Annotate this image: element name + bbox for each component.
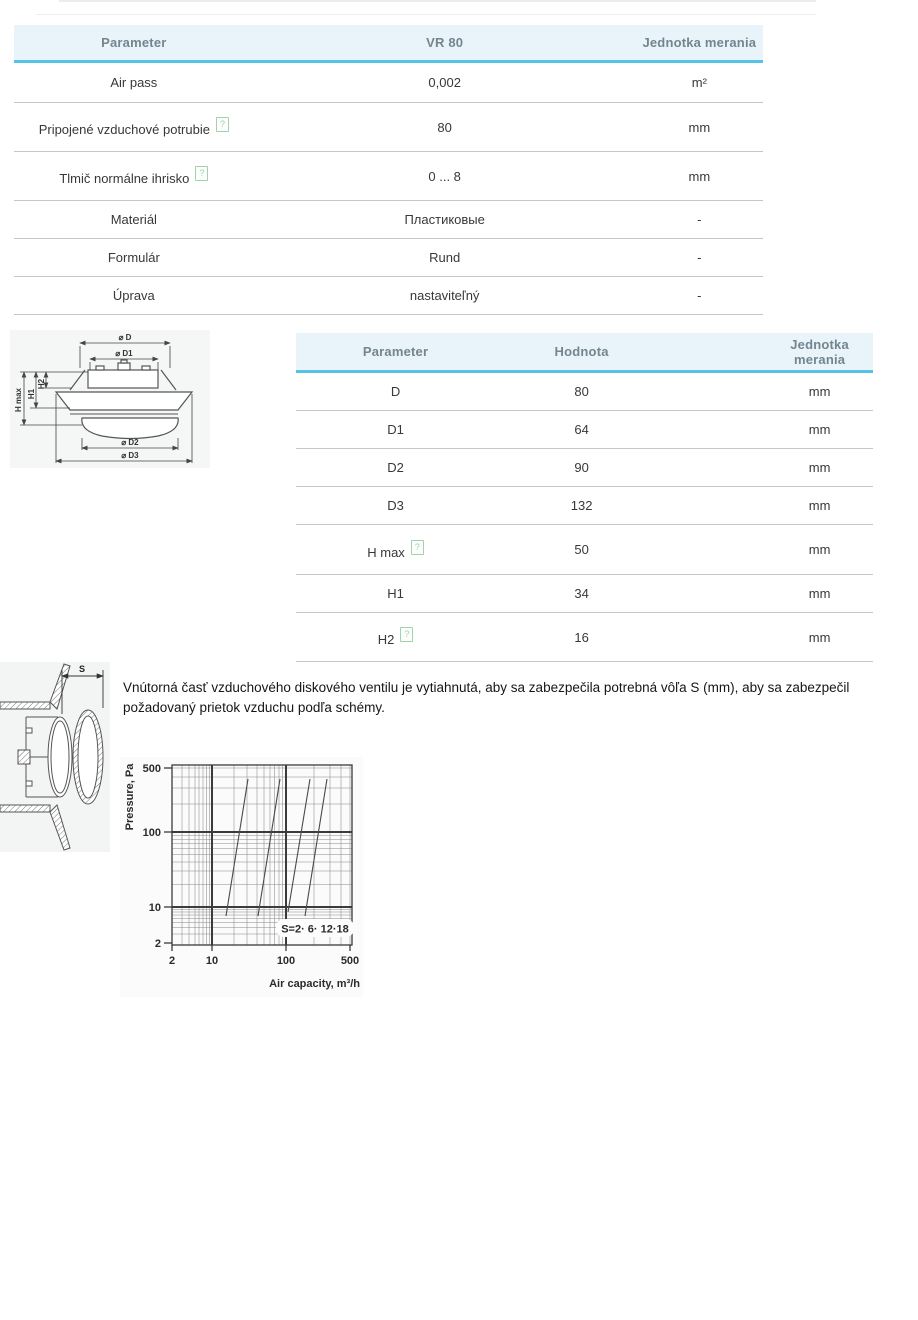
curve-s18: [305, 779, 327, 916]
unit-cell: m²: [691, 75, 707, 90]
param-cell: Materiál: [110, 212, 157, 227]
table-header-row: [14, 25, 763, 63]
value-cell: 90: [574, 460, 589, 475]
unit-cell: mm: [808, 422, 831, 437]
dimension-drawing: [10, 330, 210, 468]
dim-label-d3: ⌀ D3: [121, 451, 139, 460]
param-cell: [296, 540, 495, 560]
pressure-capacity-chart: [120, 757, 363, 997]
curve-s6: [258, 779, 280, 916]
param-cell: Air pass: [110, 75, 158, 90]
value-cell: nastaviteľný: [409, 288, 480, 303]
value-cell: 80: [574, 384, 589, 399]
help-icon[interactable]: ?: [411, 540, 424, 555]
dim-label-d: ⌀ D: [118, 333, 132, 342]
unit-cell: mm: [808, 629, 831, 645]
param-cell: D2: [387, 460, 404, 475]
param-label: Pripojené vzduchové potrubie: [38, 122, 210, 137]
value-cell: 64: [574, 422, 589, 437]
vr80-parameters-table: [14, 25, 763, 315]
dim-label-h2: H2: [37, 378, 46, 390]
column-header-unit: Jednotka merania: [790, 336, 849, 367]
value-cell: 34: [574, 586, 589, 601]
param-cell: H1: [387, 586, 404, 601]
x-tick-100: 100: [276, 955, 296, 967]
clearance-label-s: S: [78, 664, 86, 674]
table-row: [14, 239, 763, 277]
page-top-divider-2: [36, 14, 816, 15]
dim-label-d1: ⌀ D1: [115, 349, 133, 358]
x-axis-title: Air capacity, m³/h: [269, 978, 360, 990]
valve-clearance-diagram: [0, 662, 110, 852]
x-tick-2: 2: [168, 955, 176, 967]
page-top-divider: [59, 0, 816, 2]
unit-cell: mm: [808, 542, 831, 557]
param-cell: [296, 627, 495, 647]
y-tick-500: 500: [142, 763, 161, 775]
unit-cell: -: [697, 288, 702, 303]
param-cell: [14, 166, 254, 186]
help-icon[interactable]: ?: [216, 117, 229, 132]
value-cell: 16: [574, 629, 589, 645]
dimensions-table: [296, 333, 873, 662]
help-icon[interactable]: ?: [195, 166, 208, 181]
value-cell: Rund: [429, 250, 461, 265]
param-cell: Formulár: [107, 250, 160, 265]
value-cell: 80: [437, 119, 452, 135]
curve-s2: [226, 779, 248, 916]
y-axis-title: Pressure, Pa: [124, 763, 136, 831]
y-tick-100: 100: [142, 827, 161, 839]
table-row: [14, 277, 763, 315]
param-cell: [14, 117, 254, 137]
y-tick-2: 2: [154, 938, 161, 950]
unit-cell: -: [697, 212, 702, 227]
help-icon[interactable]: ?: [400, 627, 413, 642]
series-label: S=2· 6· 12·18: [281, 923, 349, 936]
table-row: [296, 487, 873, 525]
unit-cell: mm: [808, 586, 831, 601]
unit-cell: mm: [808, 384, 831, 399]
y-tick-10: 10: [148, 902, 161, 914]
clearance-note-text: Vnútorná časť vzduchového diskového ventilu je vytiahnutá, aby sa zabezpečila potrebná vôľa S (mm), aby sa zabezpečil požadovaný prietok vzduchu podľa schémy.: [123, 680, 850, 715]
param-cell: D: [390, 384, 401, 399]
log-log-chart: [120, 757, 363, 997]
table-row: [296, 525, 873, 575]
table-row: [14, 103, 763, 152]
column-header-parameter: Parameter: [101, 35, 167, 50]
dim-label-h1: H1: [27, 388, 36, 400]
curve-s12: [288, 779, 310, 912]
value-cell: 132: [570, 498, 593, 513]
param-label: Tlmič normálne ihrisko: [59, 171, 190, 186]
unit-cell: mm: [688, 168, 711, 184]
table-row: [296, 613, 873, 662]
param-label: H max: [367, 544, 405, 560]
dim-label-hmax: H max: [14, 387, 23, 413]
column-header-vr80: VR 80: [426, 35, 464, 50]
x-tick-500: 500: [340, 955, 360, 967]
value-cell: 0 ... 8: [428, 168, 461, 184]
unit-cell: mm: [688, 119, 711, 135]
dim-label-d2: ⌀ D2: [121, 438, 139, 447]
param-cell: Úprava: [112, 288, 155, 303]
param-cell: D3: [387, 498, 404, 513]
column-header-unit: Jednotka merania: [642, 35, 757, 50]
x-tick-10: 10: [205, 955, 219, 967]
column-header-value: Hodnota: [554, 344, 609, 359]
table-row: [296, 575, 873, 613]
table-row: [14, 63, 763, 103]
value-cell: 0,002: [428, 75, 461, 90]
unit-cell: -: [697, 250, 702, 265]
unit-cell: mm: [808, 460, 831, 475]
table-row: [296, 449, 873, 487]
table-row: [14, 152, 763, 201]
param-label: H2: [377, 632, 395, 647]
column-header-parameter: Parameter: [362, 344, 429, 359]
table-row: [296, 373, 873, 411]
value-cell: 50: [574, 542, 589, 557]
table-header-row: [296, 333, 873, 373]
unit-cell: mm: [808, 498, 831, 513]
param-cell: D1: [387, 422, 404, 437]
value-cell: Пластиковые: [404, 212, 485, 227]
table-row: [296, 411, 873, 449]
table-row: [14, 201, 763, 239]
clearance-drawing: [0, 662, 110, 852]
valve-dimension-diagram: [10, 330, 210, 468]
